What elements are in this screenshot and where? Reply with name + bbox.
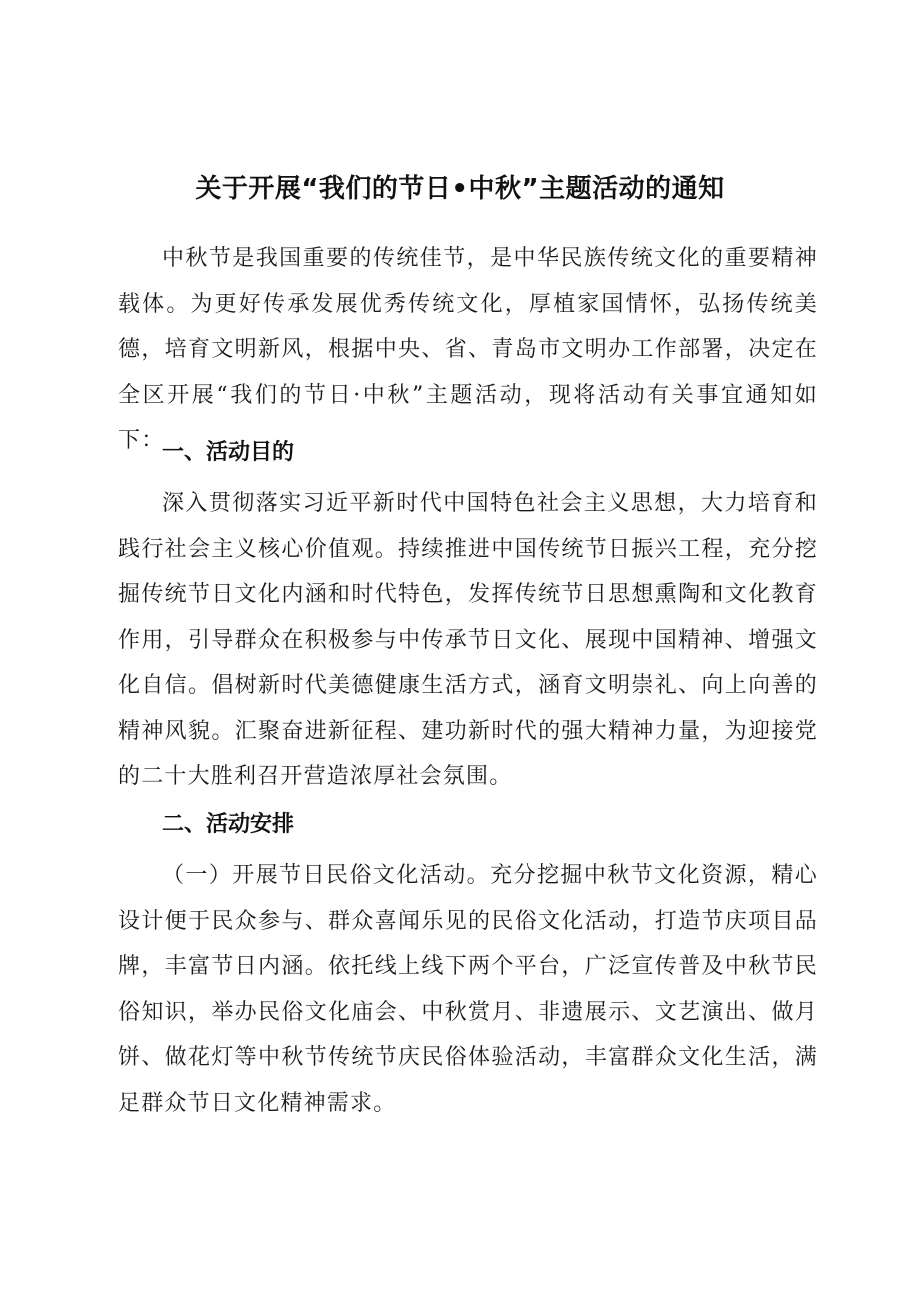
intro-paragraph: 中秋节是我国重要的传统佳节，是中华民族传统文化的重要精神载体。为更好传承发展优秀传统文化，厚植家国情怀，弘扬传统美德，培育文明新风，根据中央、省、青岛市文明办工作部署，决定在全区开展“我们的节日·中秋”主题活动，现将活动有关事宜通知如下： bbox=[118, 246, 818, 453]
section-heading-arrangement: 二、活动安排 bbox=[162, 812, 295, 837]
section-heading-purpose: 一、活动目的 bbox=[162, 440, 295, 465]
section-body-arrangement: （一）开展节日民俗文化活动。充分挖掘中秋节文化资源，精心设计便于民众参与、群众喜闻乐见的民俗文化活动，打造节庆项目品牌，丰富节日内涵。依托线上线下两个平台，广泛宣传普及中秋节民俗知识，举办民俗文化庙会、中秋赏月、非遗展示、文艺演出、做月饼、做花灯等中秋节传统节庆民俗体验活动，丰富群众文化生活，满足群众节日文化精神需求。 bbox=[118, 863, 818, 1116]
section-body-purpose: 深入贯彻落实习近平新时代中国特色社会主义思想，大力培育和践行社会主义核心价值观。持续推进中国传统节日振兴工程，充分挖掘传统节日文化内涵和时代特色，发挥传统节日思想熏陶和文化教育作用，引导群众在积极参与中传承节日文化、展现中国精神、增强文化自信。倡树新时代美德健康生活方式，涵育文明崇礼、向上向善的精神风貌。汇聚奋进新征程、建功新时代的强大精神力量，为迎接党的二十大胜利召开营造浓厚社会氛围。 bbox=[118, 491, 818, 789]
document-title: 关于开展“我们的节日•中秋”主题活动的通知 bbox=[195, 174, 725, 204]
